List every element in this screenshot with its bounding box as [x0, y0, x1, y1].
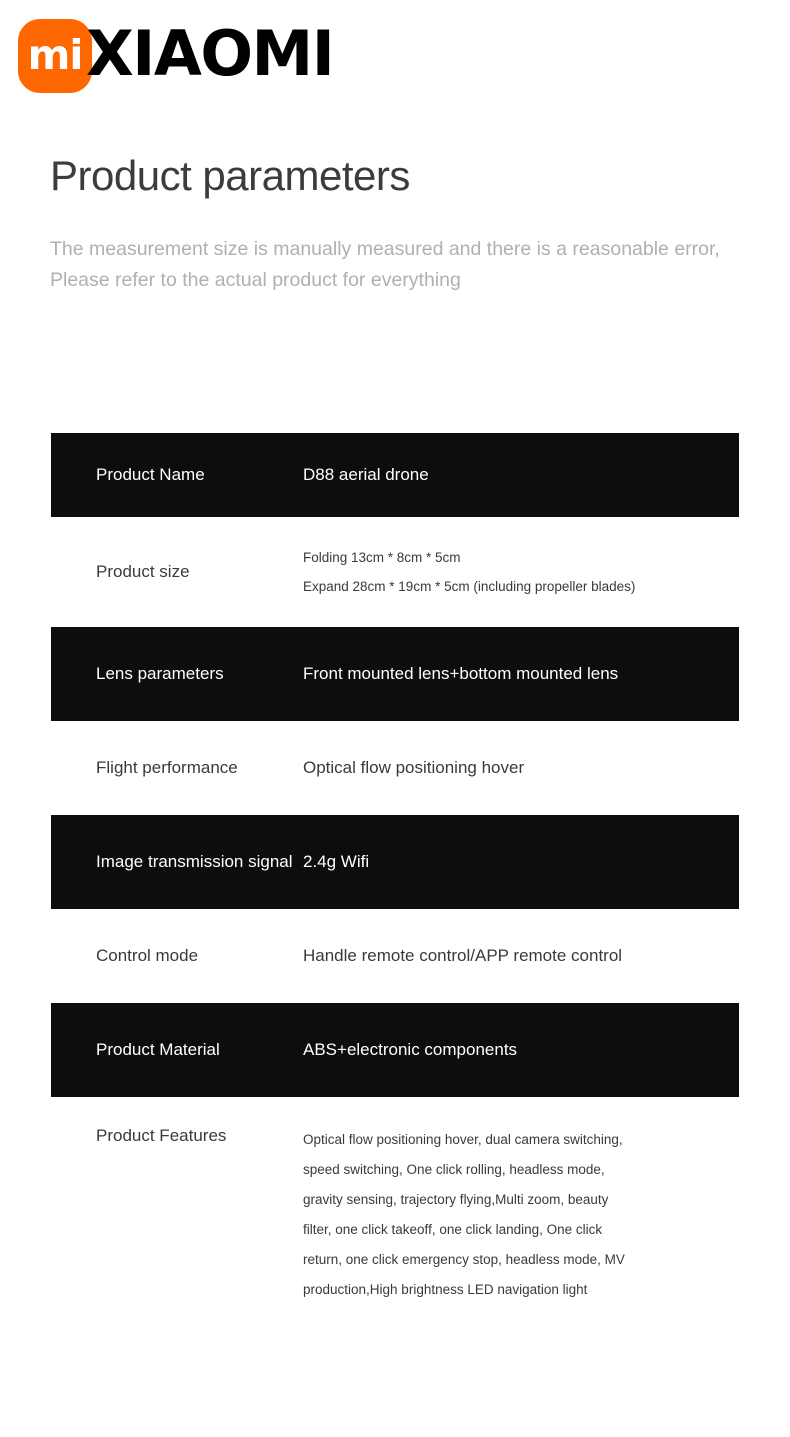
- xiaomi-logo: [18, 17, 334, 92]
- table-row: [51, 433, 739, 517]
- spec-value-line: Folding 13cm * 8cm * 5cm: [303, 550, 461, 565]
- spec-label: Product size: [96, 561, 190, 581]
- spec-value: [303, 543, 739, 601]
- spec-value: ABS+electronic components: [303, 1039, 518, 1059]
- table-row: [51, 627, 739, 721]
- spec-label: Product Name: [96, 464, 205, 484]
- table-row: [51, 815, 739, 909]
- spec-label: Product Material: [96, 1039, 220, 1059]
- spec-value: Handle remote control/APP remote control: [303, 945, 623, 965]
- table-row: [51, 1097, 739, 1307]
- spec-label: Image transmission signal: [96, 851, 293, 871]
- spec-label: Flight performance: [96, 757, 238, 777]
- spec-label: Product Features: [96, 1126, 227, 1145]
- spec-table: [51, 433, 739, 1307]
- mi-logo-icon: [18, 19, 92, 93]
- page-title: Product parameters: [50, 152, 410, 199]
- measurement-note: The measurement size is manually measured and there is a reasonable error, Please refer to the actual product for everything: [50, 238, 720, 291]
- mi-logo-text: mi: [27, 30, 83, 79]
- table-row: [51, 721, 739, 815]
- spec-value: D88 aerial drone: [303, 464, 429, 484]
- spec-label: Lens parameters: [96, 663, 224, 683]
- spec-label: Control mode: [96, 945, 199, 965]
- table-row: [51, 909, 739, 1003]
- brand-wordmark: XIAOMI: [86, 17, 334, 90]
- spec-value: Front mounted lens+bottom mounted lens: [303, 663, 619, 683]
- spec-value: Optical flow positioning hover, dual camera switching, speed switching, One click rolling, headless mode, gravity sensing, trajectory flying,Multi zoom, beauty filter, one click takeoff, one click landing, One click return, one click emergency stop, headless mode, MV production,High brightness LED navigation light: [303, 1132, 625, 1297]
- spec-value: 2.4g Wifi: [303, 851, 370, 871]
- table-row: [51, 1003, 739, 1097]
- spec-value: Optical flow positioning hover: [303, 757, 525, 777]
- table-row: [51, 517, 739, 627]
- spec-value-line: Expand 28cm * 19cm * 5cm (including propeller blades): [303, 579, 636, 594]
